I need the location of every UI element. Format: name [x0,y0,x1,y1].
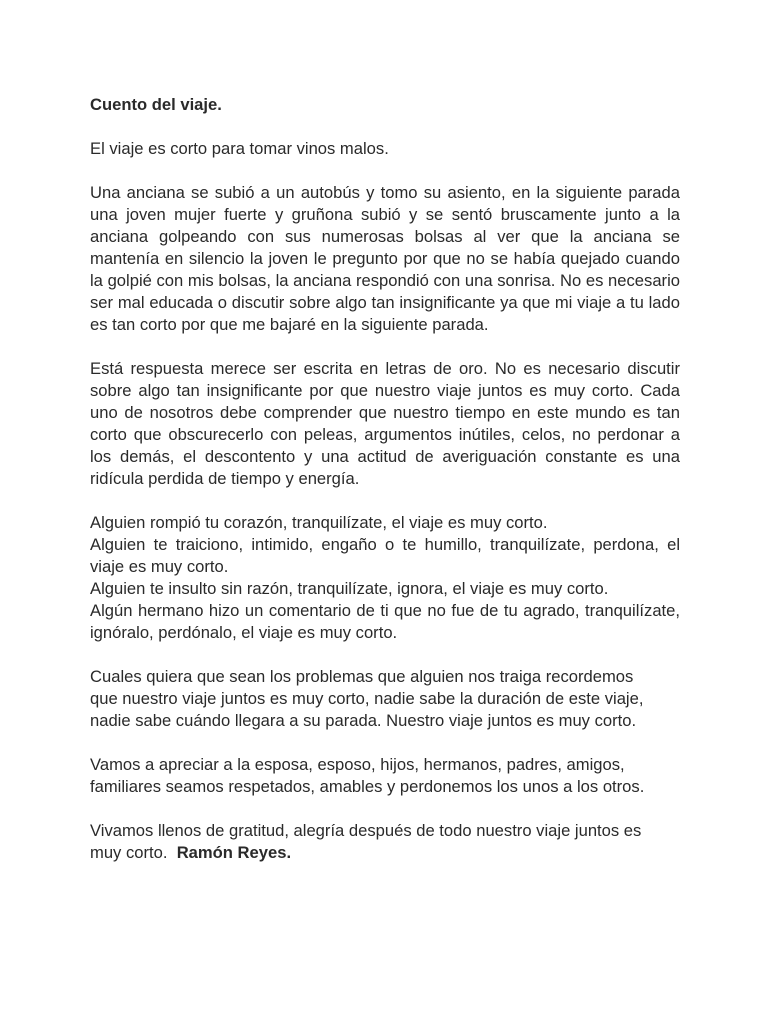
advice-list [90,512,680,644]
advice-line: Alguien te traiciono, intimido, engaño o te humillo, tranquilízate, perdona, el viaje es muy corto. [90,535,680,576]
advice-line: Alguien rompió tu corazón, tranquilízate, el viaje es muy corto. [90,513,548,532]
document-title: Cuento del viaje. [90,95,222,114]
document-page [90,94,680,886]
advice-line: Alguien te insulto sin razón, tranquilízate, ignora, el viaje es muy corto. [90,579,609,598]
problems-paragraph [90,666,680,732]
problems-line: nadie sabe cuándo llegara a su parada. Nuestro viaje juntos es muy corto. [90,711,637,730]
appreciation-line: Vamos a apreciar a la esposa, esposo, hijos, hermanos, padres, amigos, [90,755,625,774]
appreciation-line: familiares seamos respetados, amables y perdonemos los unos a los otros. [90,777,645,796]
author-signature: Ramón Reyes. [176,843,292,862]
closing-line-with-author [90,842,680,864]
intro-paragraph: El viaje es corto para tomar vinos malos. [90,139,389,158]
advice-line: Algún hermano hizo un comentario de ti que no fue de tu agrado, tranquilízate, ignóralo, perdónalo, el viaje es muy corto. [90,601,680,642]
reflection-paragraph: Está respuesta merece ser escrita en letras de oro. No es necesario discutir sobre algo tan insignificante por que nuestro viaje juntos es muy corto. Cada uno de nosotros debe comprender que nuestro tiempo en este mundo es tan corto que obscurecerlo con peleas, argumentos inútiles, celos, no perdonar a los demás, el descontento y una actitud de averiguación constante es una ridícula perdida de tiempo y energía. [90,359,680,488]
closing-paragraph [90,820,680,864]
closing-line: Vivamos llenos de gratitud, alegría después de todo nuestro viaje juntos es [90,821,642,840]
appreciation-paragraph [90,754,680,798]
problems-line: Cuales quiera que sean los problemas que alguien nos traiga recordemos [90,667,634,686]
story-paragraph: Una anciana se subió a un autobús y tomo su asiento, en la siguiente parada una joven mujer fuerte y gruñona subió y se sentó bruscamente junto a la anciana golpeando con sus numerosas bolsas al ver que la anciana se mantenía en silencio la joven le pregunto por que no se había quejado cuando la golpié con mis bolsas, la anciana respondió con una sonrisa. No es necesario ser mal educada o discutir sobre algo tan insignificante ya que mi viaje a tu lado es tan corto por que me bajaré en la siguiente parada. [90,183,680,334]
closing-text: muy corto. [90,843,168,862]
problems-line: que nuestro viaje juntos es muy corto, nadie sabe la duración de este viaje, [90,689,644,708]
